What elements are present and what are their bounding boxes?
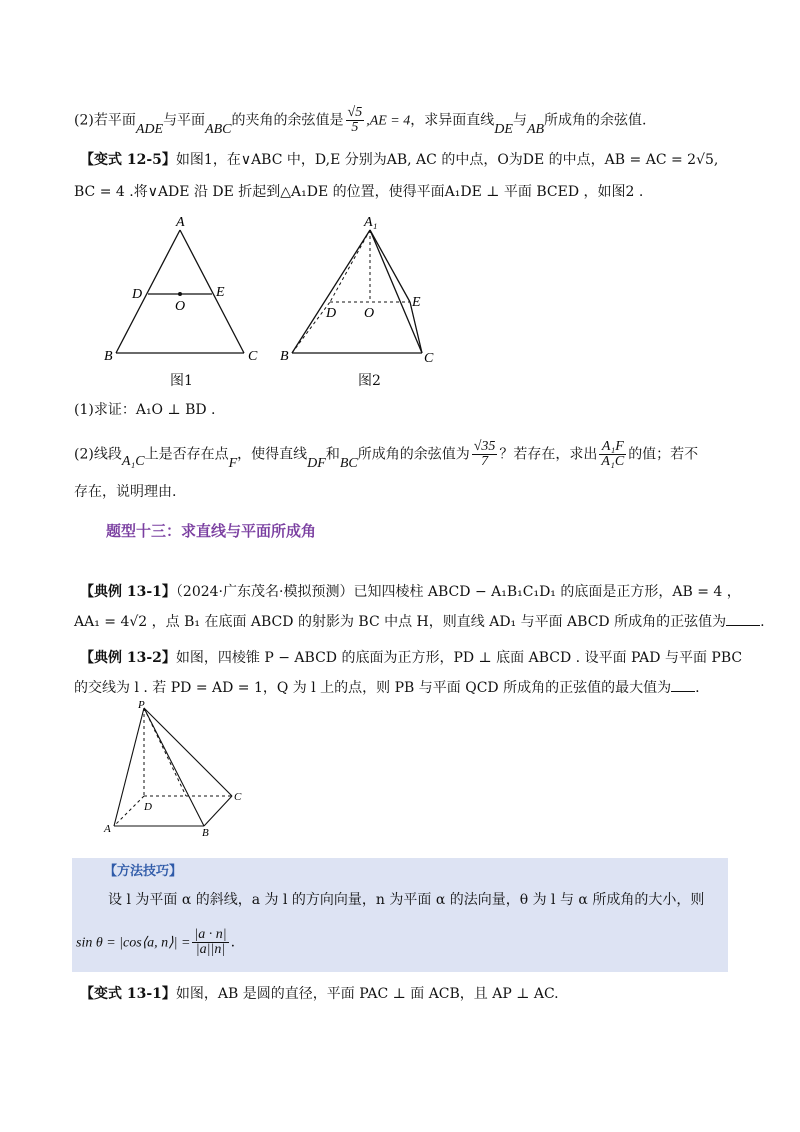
vertex-b-label: B [280,349,289,364]
ratio-fraction: $\frac{\text{A₁F}}{\text{A₁C}}$ [601,439,625,469]
vertex-o-label: O [364,306,375,321]
plane-ade: ADE [135,121,164,137]
vertex-e-label: E [216,285,225,300]
section-heading: 题型十三：求直线与平面所成角 [106,522,317,540]
vertex-a-label: A [104,823,111,835]
figure-1 [96,210,276,385]
method-tip-line1: 设 l 为平面 α 的斜线，a 为 l 的方向向量，n 为平面 α 的法向量，θ 为 l 与 α 所成角的大小，则 [108,892,705,908]
problem-2-line: (2)若平面ADE与平面ABC的夹角的余弦值是 $\frac{√5}{5}$ ,AE = 4，求异面直线DE与AB所成角的余弦值. [74,105,647,137]
example-13-1-line2: AA₁ = 4√2 ，点 B₁ 在底面 ABCD 的射影为 BC 中点 H，则直线 AD₁ 与平面 ABCD 所成角的正弦值为 . [74,610,734,634]
question-1: (1)求证：A₁O ⊥ BD . [74,402,216,418]
vertex-b-label: B [202,827,209,838]
variant-13-1: 【变式 13-1】如图，AB 是圆的直径，平面 PAC ⊥ 面 ACB，且 AP ⊥ AC. [80,986,559,1002]
question-2-line1: (2)线段A₁C上是否存在点F，使得直线DF和BC所成角的余弦值为 $\frac{√35}{7}$ ？若存在，求出 $\frac{\text{A₁F}}{\text{A₁C}}$ 的值；若不 [74,439,699,471]
vertex-b-label: B [104,349,113,364]
vertex-d-label: D [132,287,143,302]
vertex-o-label: O [175,299,186,314]
vertex-a-label: A [176,215,185,230]
vertex-d-label: D [144,801,152,813]
vertex-d-label: D [326,306,337,321]
figure-2 [278,210,448,385]
variant-12-5-line2: BC = 4 .将∨ADE 沿 DE 折起到△A₁DE 的位置，使得平面A₁DE ⊥ 平面 BCED ，如图2 . [74,184,644,200]
variant-label: 【变式 12-5】 [80,152,176,168]
formula-fraction: $\frac{|a \cdot n|}{|a||n|}$ [194,927,227,957]
figure-2-caption: 图2 [358,373,381,389]
example-13-1-line1: 【典例 13-1】（2024·广东茂名·模拟预测）已知四棱柱 ABCD − A₁B₁C₁D₁ 的底面是正方形，AB = 4 ， [80,584,741,600]
figure-1-caption: 图1 [170,373,193,389]
variant-12-5-line1: 【变式 12-5】如图1，在∨ABC 中，D,E 分别为AB, AC 的中点，O为DE 的中点，AB = AC = 2√5, [80,152,719,168]
vertex-c-label: C [234,791,242,803]
cos-fraction: $\frac{√5}{5}$ [347,105,363,135]
example-13-2-line2: 的交线为 l . 若 PD = AD = 1，Q 为 l 上的点，则 PB 与平面 QCD 所成角的正弦值的最大值为 . [74,676,734,700]
plane-abc: ABC [205,121,232,137]
vertex-e-label: E [412,295,421,310]
method-tip-title: 【方法技巧】 [104,864,183,879]
vertex-c-label: C [424,351,434,366]
vertex-c-label: C [248,349,258,364]
answer-blank [726,611,760,626]
vertex-p-label: P [138,699,145,711]
answer-blank [671,677,695,692]
cos-fraction-2: $\frac{√35}{7}$ [473,439,496,469]
method-tip-formula: sin θ = |cos⟨a, n⟩| = $\frac{|a \cdot n|}{|a||n|}$ . [76,927,236,957]
figure-3 [96,698,256,838]
example-13-2-line1: 【典例 13-2】如图，四棱锥 P − ABCD 的底面为正方形，PD ⊥ 底面 ABCD . 设平面 PAD 与平面 PBC [80,650,743,666]
vertex-a1-label: A₁ [364,215,378,230]
question-2-line2: 存在，说明理由. [74,484,177,500]
